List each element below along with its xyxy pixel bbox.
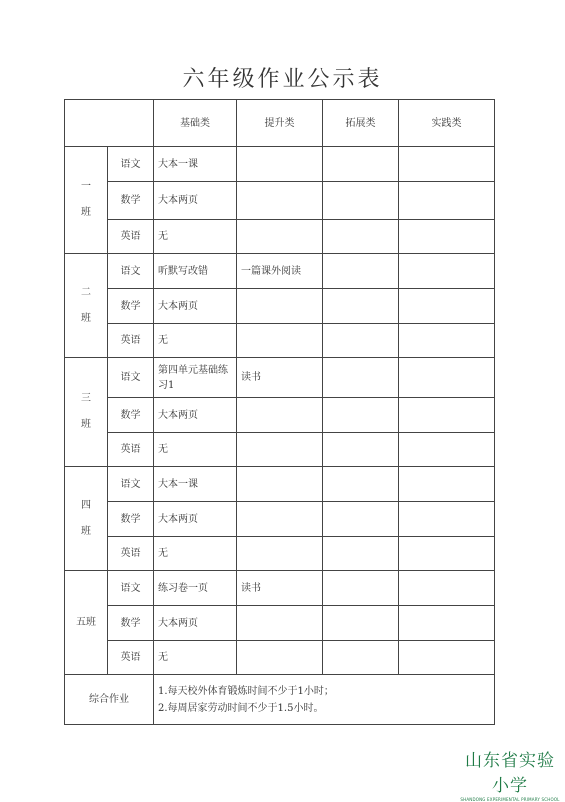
- subject-cell: 语文: [108, 571, 154, 606]
- basic-cell: 大本两页: [154, 606, 237, 641]
- class-subject-row: [65, 147, 495, 182]
- class-subject-row: [65, 324, 495, 358]
- expand-cell: [323, 606, 399, 641]
- class-name-cell: 五班: [65, 571, 108, 675]
- improve-cell: [237, 606, 323, 641]
- practice-cell: [399, 324, 495, 358]
- basic-cell: 无: [154, 433, 237, 467]
- expand-cell: [323, 537, 399, 571]
- improve-cell: [237, 220, 323, 254]
- school-logo-name: 山东省实验小学: [465, 751, 555, 796]
- subject-cell: 英语: [108, 433, 154, 467]
- basic-cell: 无: [154, 537, 237, 571]
- class-subject-row: [65, 571, 495, 606]
- class-name-cell: 三 班: [65, 358, 108, 467]
- header-cell-improve: 提升类: [237, 100, 323, 147]
- basic-cell: 大本一课: [154, 467, 237, 502]
- practice-cell: [399, 289, 495, 324]
- subject-cell: 英语: [108, 324, 154, 358]
- practice-cell: [399, 606, 495, 641]
- subject-cell: 语文: [108, 147, 154, 182]
- page-title: 六年级作业公示表: [182, 67, 383, 92]
- subject-cell: 语文: [108, 254, 154, 289]
- practice-cell: [399, 571, 495, 606]
- basic-cell: 无: [154, 220, 237, 254]
- school-logo-subtitle: SHANDONG EXPERIMENTAL PRIMARY SCHOOL: [460, 797, 560, 802]
- class-subject-row: [65, 467, 495, 502]
- expand-cell: [323, 289, 399, 324]
- practice-cell: [399, 641, 495, 675]
- header-row: [65, 100, 495, 147]
- expand-cell: [323, 324, 399, 358]
- class-subject-row: [65, 254, 495, 289]
- improve-cell: [237, 182, 323, 220]
- header-cell-practice: 实践类: [399, 100, 495, 147]
- improve-cell: [237, 433, 323, 467]
- table-body: [65, 100, 495, 725]
- subject-cell: 数学: [108, 398, 154, 433]
- class-subject-row: [65, 502, 495, 537]
- summary-content: [154, 675, 495, 725]
- practice-cell: [399, 433, 495, 467]
- practice-cell: [399, 502, 495, 537]
- subject-cell: 英语: [108, 537, 154, 571]
- practice-cell: [399, 467, 495, 502]
- expand-cell: [323, 358, 399, 398]
- improve-cell: [237, 398, 323, 433]
- basic-cell: 大本两页: [154, 398, 237, 433]
- header-cell-basic: 基础类: [154, 100, 237, 147]
- school-logo: [460, 746, 560, 802]
- expand-cell: [323, 641, 399, 675]
- improve-cell: [237, 641, 323, 675]
- basic-cell: 大本一课: [154, 147, 237, 182]
- header-cell-expand: 拓展类: [323, 100, 399, 147]
- improve-cell: [237, 289, 323, 324]
- expand-cell: [323, 147, 399, 182]
- subject-cell: 英语: [108, 220, 154, 254]
- subject-cell: 数学: [108, 182, 154, 220]
- basic-cell: 第四单元基础练习1: [154, 358, 237, 398]
- expand-cell: [323, 433, 399, 467]
- subject-cell: 数学: [108, 502, 154, 537]
- expand-cell: [323, 467, 399, 502]
- subject-cell: 英语: [108, 641, 154, 675]
- class-subject-row: [65, 182, 495, 220]
- basic-cell: 大本两页: [154, 289, 237, 324]
- summary-item: 2.每周居家劳动时间不少于1.5小时。: [158, 702, 324, 714]
- improve-cell: [237, 537, 323, 571]
- practice-cell: [399, 398, 495, 433]
- basic-cell: 无: [154, 324, 237, 358]
- class-subject-row: [65, 220, 495, 254]
- class-subject-row: [65, 289, 495, 324]
- class-subject-row: [65, 641, 495, 675]
- practice-cell: [399, 358, 495, 398]
- basic-cell: 听默写改错: [154, 254, 237, 289]
- practice-cell: [399, 254, 495, 289]
- summary-row: [65, 675, 495, 725]
- practice-cell: [399, 220, 495, 254]
- improve-cell: [237, 147, 323, 182]
- practice-cell: [399, 182, 495, 220]
- expand-cell: [323, 220, 399, 254]
- class-subject-row: [65, 398, 495, 433]
- improve-cell: 一篇课外阅读: [237, 254, 323, 289]
- homework-table: [64, 99, 495, 725]
- improve-cell: 读书: [237, 571, 323, 606]
- summary-label: 综合作业: [65, 675, 154, 725]
- class-name-cell: 一 班: [65, 147, 108, 254]
- basic-cell: 大本两页: [154, 502, 237, 537]
- basic-cell: 大本两页: [154, 182, 237, 220]
- practice-cell: [399, 537, 495, 571]
- basic-cell: 练习卷一页: [154, 571, 237, 606]
- subject-cell: 数学: [108, 289, 154, 324]
- subject-cell: 数学: [108, 606, 154, 641]
- subject-cell: 语文: [108, 467, 154, 502]
- practice-cell: [399, 147, 495, 182]
- expand-cell: [323, 398, 399, 433]
- expand-cell: [323, 502, 399, 537]
- expand-cell: [323, 254, 399, 289]
- class-name-cell: 二 班: [65, 254, 108, 358]
- improve-cell: [237, 324, 323, 358]
- improve-cell: [237, 502, 323, 537]
- class-name-cell: 四 班: [65, 467, 108, 571]
- class-subject-row: [65, 358, 495, 398]
- class-subject-row: [65, 606, 495, 641]
- improve-cell: [237, 467, 323, 502]
- basic-cell: 无: [154, 641, 237, 675]
- class-subject-row: [65, 433, 495, 467]
- expand-cell: [323, 182, 399, 220]
- header-cell-blank: [65, 100, 154, 147]
- class-subject-row: [65, 537, 495, 571]
- expand-cell: [323, 571, 399, 606]
- summary-item: 1.每天校外体育锻炼时间不少于1小时；: [158, 685, 334, 697]
- improve-cell: 读书: [237, 358, 323, 398]
- subject-cell: 语文: [108, 358, 154, 398]
